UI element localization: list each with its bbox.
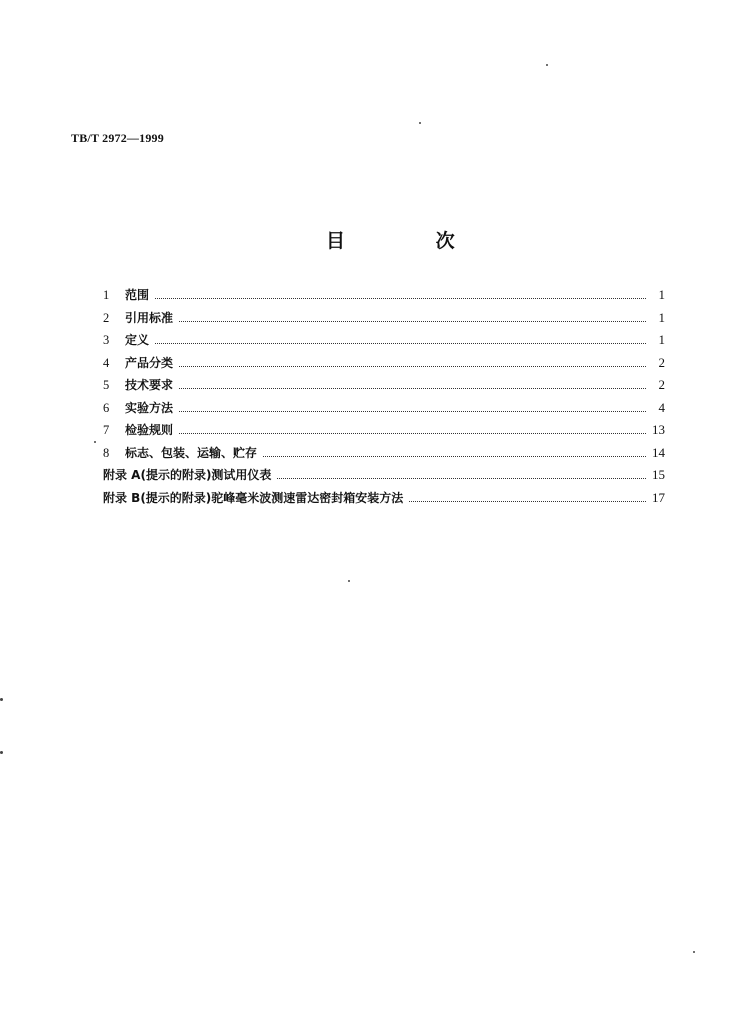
toc-entry-label: 附录 A(提示的附录)测试用仪表 [103,468,272,482]
toc-entry-label: 定义 [125,333,150,347]
toc-entry-number: 7 [103,423,110,437]
toc-entry[interactable] [103,397,665,420]
dot-leader [179,321,646,322]
dot-leader [263,456,646,457]
toc-entry-page: 2 [658,354,665,370]
toc-entry-number: 3 [103,333,110,347]
dot-leader [179,366,646,367]
toc-entry-page: 4 [658,399,665,415]
toc-entry-number: 2 [103,310,110,325]
dot-leader [179,388,646,389]
toc-entry-label: 引用标准 [125,310,174,325]
toc-entry-number: 4 [103,355,110,370]
scan-speck [419,122,421,124]
scan-speck [348,580,350,582]
toc-entry-page: 2 [658,377,665,392]
toc-entry[interactable] [103,374,665,397]
page-title: 目 次 [326,230,497,252]
dot-leader [277,478,646,479]
toc-entry-page: 1 [658,309,665,325]
toc-entry-page: 14 [652,444,665,460]
toc-entry-label: 附录 B(提示的附录)驼峰毫米波测速雷达密封箱安装方法 [103,490,404,505]
dot-leader [179,433,646,434]
dot-leader [409,501,646,502]
dot-leader [155,343,646,344]
toc-entry-page: 15 [652,467,665,482]
toc-entry[interactable] [103,329,665,352]
toc-entry-number: 5 [103,378,110,392]
toc-entry-page: 1 [658,332,665,347]
toc-entry-label: 实验方法 [125,400,174,415]
toc-entry-label: 范围 [125,288,150,302]
toc-entry[interactable] [103,307,665,330]
toc-entry[interactable] [103,352,665,375]
toc-entry-number: 8 [103,445,110,460]
scan-speck [693,951,695,953]
dot-leader [179,411,646,412]
dot-leader [155,298,646,299]
document-code: TB/T 2972—1999 [71,131,164,145]
scan-speck [546,64,548,66]
toc-entry-page: 17 [652,489,665,505]
toc-appendix-entry[interactable] [103,487,665,510]
toc-appendix-entry[interactable] [103,464,665,487]
scan-speck [0,751,3,754]
toc-entry-label: 检验规则 [125,423,174,437]
toc-entry-number: 6 [103,400,110,415]
toc-entry[interactable] [103,284,665,307]
toc-entry-page: 13 [652,422,665,437]
scan-speck [94,441,96,443]
scan-speck [0,698,3,701]
toc-entry[interactable] [103,419,665,442]
toc-entry-number: 1 [103,288,110,302]
toc-entry[interactable] [103,442,665,465]
toc-entry-page: 1 [658,287,665,302]
toc-entry-label: 技术要求 [125,378,174,392]
toc-entry-label: 产品分类 [125,355,174,370]
table-of-contents [103,284,665,509]
toc-entry-label: 标志、包装、运输、贮存 [125,445,258,460]
